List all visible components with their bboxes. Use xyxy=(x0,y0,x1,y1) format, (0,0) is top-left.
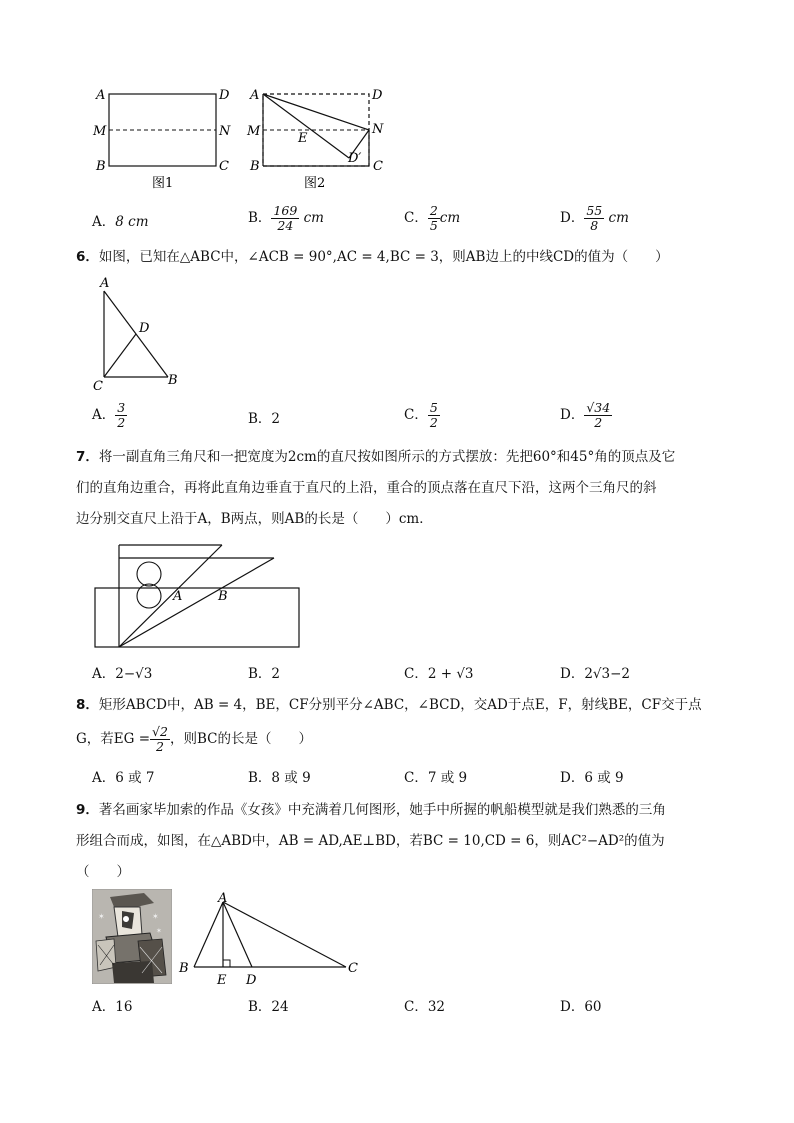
fig1-label-n: N xyxy=(219,124,231,139)
option-label: D． xyxy=(560,407,585,423)
fig1-label-a: A xyxy=(96,88,106,103)
question-number: 9． xyxy=(76,802,99,818)
option-text: 24 xyxy=(271,999,289,1015)
numerator: √2 xyxy=(152,724,168,739)
fraction xyxy=(271,204,299,233)
unit: cm xyxy=(608,210,629,226)
q9-label-e: E xyxy=(217,973,227,988)
option-label: B． xyxy=(248,666,272,682)
option-label: C． xyxy=(404,999,428,1015)
question-line-2: 们的直角边重合，再将此直角边垂直于直尺的上沿，重合的顶点落在直尺下沿，这两个三角尺的斜 xyxy=(76,480,657,496)
q9-option-a[interactable] xyxy=(92,997,132,1017)
question-line-2 xyxy=(76,721,702,757)
question-text: 矩形ABCD中，AB = 4，BE，CF分别平分∠ABC，∠BCD，交AD于点E，F，射线BE，CF交于点 xyxy=(98,697,702,713)
q6-option-a[interactable] xyxy=(92,401,127,430)
q9-label-d: D xyxy=(246,973,257,988)
q8-option-c[interactable] xyxy=(404,768,467,788)
numerator: 2 xyxy=(429,203,438,218)
fig2-caption: 图2 xyxy=(304,176,326,191)
numerator: √34 xyxy=(586,400,611,415)
option-label: A． xyxy=(92,407,116,423)
q6-option-d[interactable] xyxy=(560,401,612,430)
option-text: 8 cm xyxy=(115,214,149,230)
option-label: C． xyxy=(404,407,428,423)
option-label: A． xyxy=(92,214,116,230)
denominator: 5 xyxy=(429,218,438,233)
option-label: D． xyxy=(560,666,585,682)
q9-label-b: B xyxy=(179,961,189,976)
option-label: B． xyxy=(248,770,272,786)
q5-option-c[interactable] xyxy=(404,204,460,233)
q7-option-b[interactable] xyxy=(248,664,280,684)
q7-option-c[interactable] xyxy=(404,664,474,684)
q7-label-a: A xyxy=(173,589,183,604)
q7-label-b: B xyxy=(218,589,228,604)
q5-option-b[interactable] xyxy=(248,204,324,233)
unit: cm xyxy=(303,210,324,226)
q9-label-c: C xyxy=(348,961,358,976)
option-label: C． xyxy=(404,210,428,226)
question-line-3: 边分别交直尺上沿于A，B两点，则AB的长是（ ）cm． xyxy=(76,511,433,527)
q9-option-b[interactable] xyxy=(248,997,289,1017)
rectangle-fold-figures xyxy=(88,80,398,192)
q8-option-d[interactable] xyxy=(560,768,624,788)
q5-option-d[interactable] xyxy=(560,204,629,233)
fig2-label-b: B xyxy=(250,159,260,174)
denominator: 2 xyxy=(117,415,126,430)
svg-text:✶: ✶ xyxy=(156,927,162,935)
question-text: 著名画家毕加索的作品《女孩》中充满着几何图形，她手中所握的帆船模型就是我们熟悉的三角 xyxy=(98,802,666,818)
q9-option-c[interactable] xyxy=(404,997,445,1017)
fraction xyxy=(115,401,127,430)
question-number: 7． xyxy=(76,449,99,465)
denominator: 2 xyxy=(594,415,603,430)
q6-label-d: D xyxy=(139,321,150,336)
option-label: D． xyxy=(560,210,585,226)
fig1-label-c: C xyxy=(219,159,229,174)
fraction xyxy=(150,725,170,754)
numerator: 55 xyxy=(586,203,603,218)
option-text: 7 或 9 xyxy=(427,770,468,786)
option-text: 2−√3 xyxy=(115,666,153,682)
question-line-3: （ ） xyxy=(76,864,130,880)
svg-text:✶: ✶ xyxy=(98,912,105,921)
q6-label-a: A xyxy=(100,276,110,291)
q7-option-d[interactable] xyxy=(560,664,630,684)
option-text: 2 + √3 xyxy=(427,666,474,682)
option-text: 2 xyxy=(271,411,281,427)
question-text: 将一副直角三角尺和一把宽度为2cm的直尺按如图所示的方式摆放：先把60°和45°角的顶点及它 xyxy=(98,449,676,465)
fig2-label-a: A xyxy=(250,88,260,103)
fraction xyxy=(584,204,604,233)
fraction xyxy=(428,204,440,233)
q6-label-c: C xyxy=(93,379,103,394)
q6-right-triangle-figure xyxy=(90,275,190,395)
q9-label-a: A xyxy=(218,891,228,906)
fig2-label-c: C xyxy=(373,159,383,174)
q6-option-b[interactable] xyxy=(248,409,280,429)
option-label: D． xyxy=(560,770,585,786)
q6-label-b: B xyxy=(168,373,178,388)
q5-option-a[interactable] xyxy=(92,212,149,232)
question-text: G，若EG = xyxy=(76,731,151,747)
numerator: 3 xyxy=(117,400,126,415)
option-text: 2√3−2 xyxy=(584,666,631,682)
question-line-2: 形组合而成，如图，在△ABD中，AB = AD,AE⊥BD，若BC = 10,CD = 6，则AC²−AD²的值为 xyxy=(76,833,665,849)
option-label: C． xyxy=(404,666,428,682)
fig2-label-n: N xyxy=(372,122,384,137)
q8-option-b[interactable] xyxy=(248,768,311,788)
fraction xyxy=(584,401,612,430)
question-line-1 xyxy=(76,795,666,826)
fig2-label-d: D xyxy=(372,88,383,103)
option-label: A． xyxy=(92,999,116,1015)
picasso-painting-image xyxy=(92,889,172,984)
option-text: 32 xyxy=(427,999,446,1015)
option-label: B． xyxy=(248,210,272,226)
option-label: C． xyxy=(404,770,428,786)
fig1-caption: 图1 xyxy=(152,176,174,191)
q7-ruler-triangles-figure xyxy=(90,540,305,652)
q9-option-d[interactable] xyxy=(560,997,602,1017)
fig2-label-dprime: D′ xyxy=(348,151,362,166)
question-number: 8． xyxy=(76,697,99,713)
fig2-label-e: E xyxy=(298,131,308,146)
q9-triangle-figure xyxy=(176,890,366,988)
question-9 xyxy=(76,795,666,888)
denominator: 2 xyxy=(429,415,438,430)
svg-text:✶: ✶ xyxy=(152,912,159,921)
fig1-label-d: D xyxy=(219,88,230,103)
option-label: D． xyxy=(560,999,585,1015)
unit: cm xyxy=(439,210,461,226)
option-label: B． xyxy=(248,411,272,427)
question-line-1 xyxy=(76,442,675,473)
fig1-label-b: B xyxy=(96,159,106,174)
fig1-label-m: M xyxy=(93,124,107,139)
option-text: 6 或 9 xyxy=(584,770,624,786)
numerator: 169 xyxy=(273,203,298,218)
q7-option-a[interactable] xyxy=(92,664,152,684)
figure-2 xyxy=(246,88,384,191)
question-6 xyxy=(76,242,669,273)
figure-1 xyxy=(92,88,231,191)
denominator: 8 xyxy=(590,218,599,233)
option-text: 8 或 9 xyxy=(271,770,311,786)
option-text: 2 xyxy=(271,666,281,682)
option-label: A． xyxy=(92,770,116,786)
question-number: 6． xyxy=(76,249,99,265)
option-label: B． xyxy=(248,999,272,1015)
option-label: A． xyxy=(92,666,116,682)
question-text: ，则BC的长是（ ） xyxy=(169,731,312,747)
option-text: 16 xyxy=(115,999,133,1015)
numerator: 5 xyxy=(429,400,438,415)
q6-option-c[interactable] xyxy=(404,401,440,430)
fig2-label-m: M xyxy=(247,124,261,139)
denominator: 24 xyxy=(277,218,294,233)
denominator: 2 xyxy=(156,739,164,754)
question-line-1 xyxy=(76,690,702,721)
question-7 xyxy=(76,442,675,535)
option-text: 60 xyxy=(584,999,602,1015)
fraction xyxy=(428,401,440,430)
question-8 xyxy=(76,690,702,757)
question-text: 如图，已知在△ABC中，∠ACB = 90°,AC = 4,BC = 3，则AB边上的中线CD的值为（ ） xyxy=(98,249,669,265)
option-text: 6 或 7 xyxy=(115,770,155,786)
q8-option-a[interactable] xyxy=(92,768,155,788)
